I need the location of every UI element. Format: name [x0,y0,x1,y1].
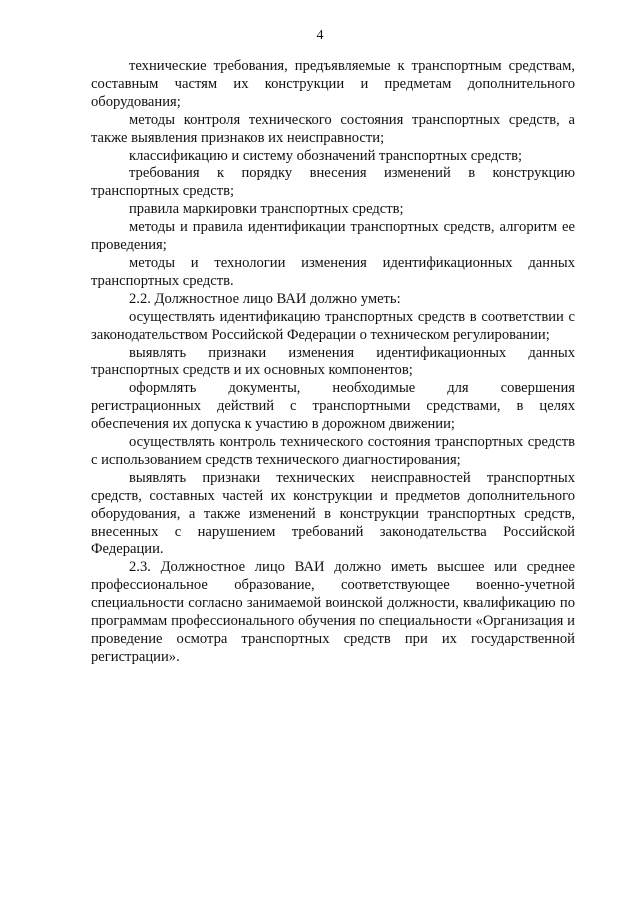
paragraph-design-change-requirements: требования к порядку внесения изменений в конструкцию транспортных средств; [91,165,575,200]
paragraph-detect-faults: выявлять признаки технических неисправностей транспортных средств, составных частей их конструкции и предметов дополнительного оборудования, а также изменений в конструкции транспортных средств, внесенных с нарушением требований законодательства Российской Федерации. [91,469,575,558]
paragraph-identification-methods: методы и правила идентификации транспортных средств, алгоритм ее проведения; [91,219,575,254]
paragraph-technical-control: осуществлять контроль технического состояния транспортных средств с использованием средств технического диагностирования; [91,434,575,468]
paragraph-control-methods: методы контроля технического состояния транспортных средств, а также выявления признаков их неисправности; [91,111,575,146]
paragraph-detect-data-changes: выявлять признаки изменения идентификационных данных транспортных средств и их основных компонентов; [91,344,575,379]
paragraph-identification-data-changes: методы и технологии изменения идентификационных данных транспортных средств. [91,254,575,289]
page-number: 4 [316,28,324,43]
paragraph-classification: классификацию и систему обозначений транспортных средств; [129,147,523,164]
paragraph-perform-identification: осуществлять идентификацию транспортных средств в соответствии с законодательством Российской Федерации о техническом регулировании; [91,308,575,343]
document-body [91,58,575,667]
paragraph-technical-requirements: технические требования, предъявляемые к транспортным средствам, составным частям их конструкции и предметам дополнительного оборудования; [91,58,575,110]
section-paragraph-2-3: 2.3. Должностное лицо ВАИ должно иметь высшее или среднее профессиональное образование, соответствующее военно-учетной специальности согласно занимаемой воинской должности, квалификацию по программам профессионального обучения по специальности «Организация и проведение осмотра транспортных средств при их государственной регистрации». [91,559,575,665]
paragraph-marking-rules: правила маркировки транспортных средств; [129,201,404,218]
section-heading-2-2: 2.2. Должностное лицо ВАИ должно уметь: [129,290,401,307]
paragraph-prepare-documents: оформлять документы, необходимые для совершения регистрационных действий с транспортными средствами, в целях обеспечения их допуска к участию в дорожном движении; [91,380,575,433]
